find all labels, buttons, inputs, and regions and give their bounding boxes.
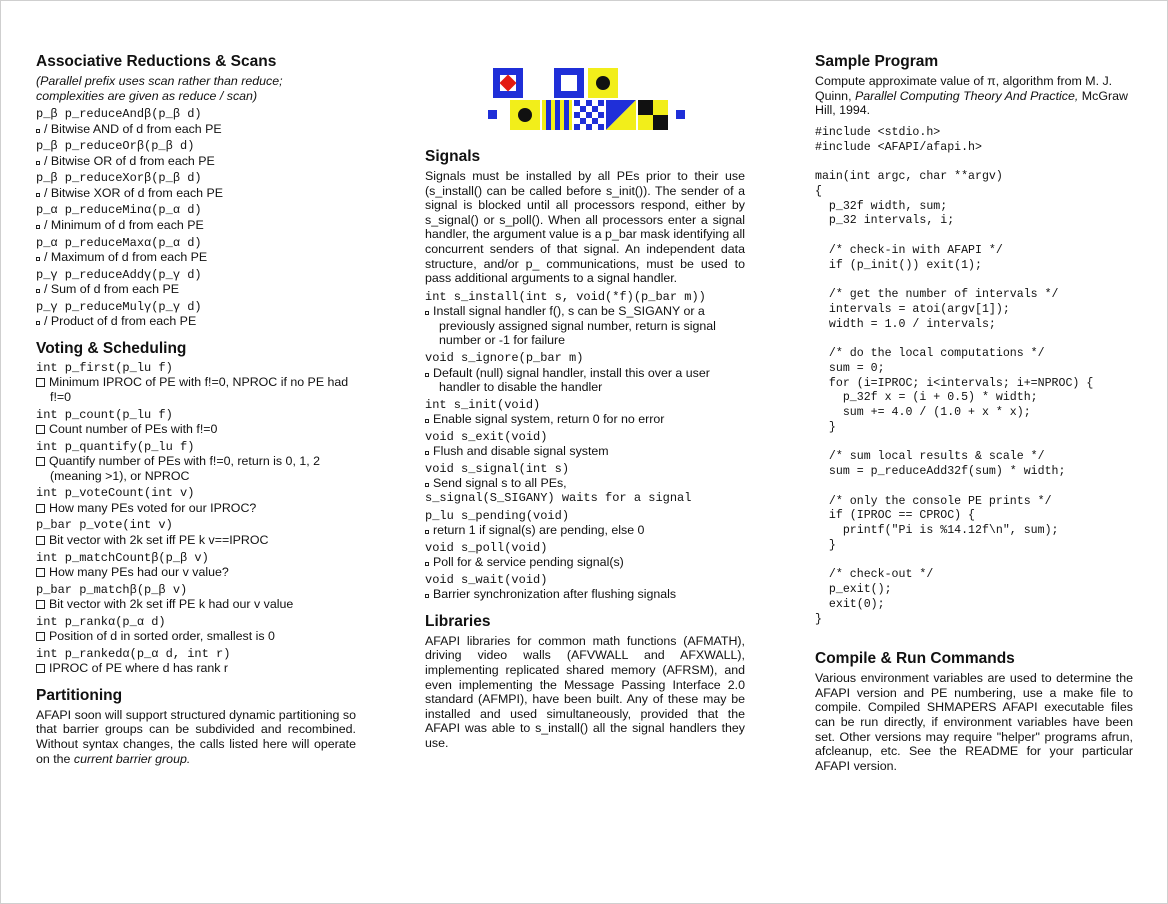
api-entry [36,236,356,265]
api-description [36,250,356,265]
api-description-text: Install signal handler f(), s can be S_SIGANY or a previously assigned signal number, return is signal number or -1 for failure [433,304,716,348]
api-description [425,304,745,348]
reductions-title: Associative Reductions & Scans [36,53,277,70]
api-entry [36,300,356,329]
api-description-text: / Bitwise XOR of d from each PE [44,185,224,200]
complexity-box-icon [425,419,429,423]
api-signature: p_α p_reduceMaxα(p_α d) [36,235,202,250]
api-description [36,565,356,580]
api-description [36,282,356,297]
api-entry [36,139,356,168]
api-signature: int p_count(p_lu f) [36,407,173,422]
api-signature: p_β p_reduceXorβ(p_β d) [36,171,202,186]
api-signature: void s_signal(int s) [425,461,570,476]
column-left [36,52,356,766]
api-description [425,555,745,570]
sample-title: Sample Program [815,53,939,70]
api-description [425,587,745,602]
api-entry [36,361,356,405]
api-description-text: Default (null) signal handler, install this over a user handler to disable the handler [433,365,710,395]
api-description [36,629,356,644]
api-signature: p_α p_reduceMinα(p_α d) [36,203,202,218]
complexity-box-icon [36,568,45,577]
api-description-text: Barrier synchronization after flushing signals [433,587,677,602]
reductions-note-1: (Parallel prefix uses scan rather than reduce; [36,74,283,88]
api-description-extra: s_signal(S_SIGANY) waits for a signal [425,491,692,505]
compile-title: Compile & Run Commands [815,650,1015,668]
api-description [36,661,356,676]
sample-book-title: Parallel Computing Theory And Practice, [854,88,1079,103]
api-entry [425,430,745,459]
api-entry [36,440,356,484]
api-signature: p_bar p_vote(int v) [36,518,173,533]
voting-title: Voting & Scheduling [36,339,187,357]
column-middle [425,147,745,751]
api-description-text: / Minimum of d from each PE [44,217,204,232]
api-description [36,597,356,612]
api-description [425,366,745,395]
api-signature: p_β p_reduceOrβ(p_β d) [36,139,195,154]
api-signature: int p_matchCountβ(p_β v) [36,550,209,565]
api-signature: void s_exit(void) [425,429,548,444]
api-description [36,422,356,437]
api-description-text: Position of d in sorted order, smallest is 0 [49,629,275,644]
flag-3 [588,68,618,98]
api-description [36,122,356,137]
api-description [36,154,356,169]
api-description-text: Poll for & service pending signal(s) [433,555,624,570]
sample-intro-text: Compute approximate value of π, algorithm from M. J. Quinn, [815,74,1113,103]
api-signature: int p_first(p_lu f) [36,360,173,375]
partitioning-title: Partitioning [36,686,123,704]
api-description [36,186,356,201]
complexity-box-icon [425,483,429,487]
api-signature: void s_wait(void) [425,572,548,587]
signals-list [425,290,745,602]
api-description [36,501,356,516]
partitioning-text [36,708,356,766]
complexity-box-icon [36,504,45,513]
api-description-text: IPROC of PE where d has rank r [49,661,229,676]
api-description-text: / Maximum of d from each PE [44,250,208,265]
api-signature: p_bar p_matchβ(p_β v) [36,582,188,597]
api-description [425,444,745,459]
libraries-text: AFAPI libraries for common math functions (AFMATH), driving video walls (AFVWALL and AFXWALL), implementing replicated shared memory (AFRSM), and even implementing the Message Passing Interface 2.0 standard (AFMPI), have been built. Any of these may be installed and used simultaneously, provided that the AFAPI was able to s_install() all the signal handlers they use. [425,633,745,751]
api-signature: int s_install(int s, void(*f)(p_bar m)) [425,289,706,304]
api-entry [425,509,745,538]
complexity-box-icon [36,161,40,165]
complexity-box-icon [36,425,45,434]
complexity-box-icon [36,632,45,641]
flag-8 [606,100,636,130]
api-description-text: Bit vector with 2k set iff PE k v==IPROC [49,532,269,547]
api-description-text: Count number of PEs with f!=0 [49,422,218,437]
complexity-box-icon [36,289,40,293]
api-signature: int p_rankα(p_α d) [36,614,166,629]
api-signature: p_lu s_pending(void) [425,508,570,523]
api-description-text: Minimum IPROC of PE with f!=0, NPROC if no PE had f!=0 [49,375,349,404]
api-signature: p_β p_reduceAndβ(p_β d) [36,107,202,122]
signals-intro: Signals must be installed by all PEs prior to their use (s_install() can be called before s_init()). The sender of a signal is blocked until all processors respond, either by s_signal() or s_poll(). When all processors enter a signal handler, the argument value is a p_bar mask identifying all concurrent senders of that signal. An independent data structure, and/or p_ communications, must be used to pass additional arguments to a signal handler. [425,169,745,286]
column-right [815,52,1133,773]
api-description-text: / Product of d from each PE [44,314,197,329]
voting-list [36,361,356,676]
api-signature: p_γ p_reduceMulγ(p_γ d) [36,299,202,314]
partitioning-body: AFAPI soon will support structured dynamic partitioning so that barrier groups can be subdivided and recombined. Without syntax changes, the calls listed here will operate on the [36,707,356,766]
api-description [425,523,745,538]
api-description-text: Send signal s to all PEs, [433,476,567,491]
complexity-box-icon [36,536,45,545]
api-signature: p_γ p_reduceAddγ(p_γ d) [36,267,202,282]
api-signature: int p_quantify(p_lu f) [36,439,195,454]
flag-5 [510,100,540,130]
api-entry [425,462,745,506]
api-entry [425,290,745,348]
api-description-text: Enable signal system, return 0 for no error [433,412,665,427]
api-description-text: / Bitwise OR of d from each PE [44,153,215,168]
complexity-box-icon [36,378,45,387]
api-entry [36,647,356,676]
api-entry [36,203,356,232]
signals-title: Signals [425,148,481,165]
complexity-box-icon [36,257,40,261]
flag-7 [574,100,604,130]
api-signature: void s_ignore(p_bar m) [425,351,584,366]
api-description [36,314,356,329]
api-entry [36,171,356,200]
api-entry [36,615,356,644]
api-signature: int p_voteCount(int v) [36,486,195,501]
api-description [36,218,356,233]
api-description [425,412,745,427]
api-description-text: return 1 if signal(s) are pending, else 0 [433,523,645,538]
complexity-box-icon [36,193,40,197]
api-description [36,533,356,548]
complexity-box-icon [36,321,40,325]
reductions-list [36,107,356,329]
complexity-box-icon [36,457,45,466]
api-description-text: / Sum of d from each PE [44,282,179,297]
flag-4 [478,100,508,130]
complexity-box-icon [425,530,429,534]
complexity-box-icon [425,311,429,315]
api-description [425,476,745,491]
sample-code: #include <stdio.h> #include <AFAPI/afapi.h> main(int argc, char **argv) { p_32f width, sum; p_32 intervals, i; /* check-in with AFAPI */ if (p_init()) exit(1); /* get the number of intervals */ intervals = atoi(argv[1]); width = 1.0 / intervals; /* do the local computations */ sum = 0; for (i=IPROC; i<intervals; i+=NPROC) { p_32f x = (i + 0.5) * width; sum += 4.0 / (1.0 + x * x); } /* sum local results & scale */ sum = p_reduceAdd32f(sum) * width; /* only the console PE prints */ if (IPROC == CPROC) { printf("Pi is %14.12f\n", sum); } /* check-out */ p_exit(); exit(0); } [815,125,1094,626]
api-entry [36,518,356,547]
sample-intro [815,74,1133,118]
api-entry [36,583,356,612]
api-description-text: How many PEs voted for our IPROC? [49,500,257,515]
complexity-box-icon [425,451,429,455]
api-description-text: / Bitwise AND of d from each PE [44,121,222,136]
api-signature: void s_poll(void) [425,540,548,555]
flag-9 [638,100,668,130]
api-description-text: Quantify number of PEs with f!=0, return is 0, 1, 2 (meaning >1), or NPROC [49,454,321,483]
compile-text: Various environment variables are used to determine the AFAPI version and PE numbering, use a make file to compile. Compiled SHMAPERS AFAPI executable files can be run directly, if environment variables have been set. Other versions may require "helper" programs afrun, afcleanup, etc. See the README for your particular AFAPI version. [815,671,1133,773]
api-description [36,375,356,404]
api-description [36,454,356,483]
flag-1 [493,68,523,98]
flag-6 [542,100,572,130]
signal-flags-logo [478,68,690,130]
api-entry [36,107,356,136]
libraries-title: Libraries [425,612,491,630]
api-entry [36,408,356,437]
api-entry [425,541,745,570]
reductions-note-2: complexities are given as reduce / scan) [36,88,258,103]
flag-2 [554,68,584,98]
complexity-box-icon [425,373,429,377]
complexity-box-icon [425,594,429,598]
api-entry [36,551,356,580]
api-description-text: How many PEs had our v value? [49,565,229,579]
api-signature: int s_init(void) [425,397,541,412]
api-description-text: Flush and disable signal system [433,444,609,459]
api-description-text: Bit vector with 2k set iff PE k had our v value [49,597,294,612]
api-entry [425,398,745,427]
flag-10 [670,100,690,130]
api-entry [36,486,356,515]
api-entry [36,268,356,297]
complexity-box-icon [36,129,40,133]
complexity-box-icon [425,562,429,566]
partitioning-italic: current barrier group. [73,751,191,766]
sample-publisher: McGraw Hill, 1994. [815,88,1128,118]
api-entry [425,573,745,602]
api-entry [425,351,745,395]
complexity-box-icon [36,225,40,229]
complexity-box-icon [36,600,45,609]
api-signature: int p_rankedα(p_α d, int r) [36,646,231,661]
complexity-box-icon [36,664,45,673]
